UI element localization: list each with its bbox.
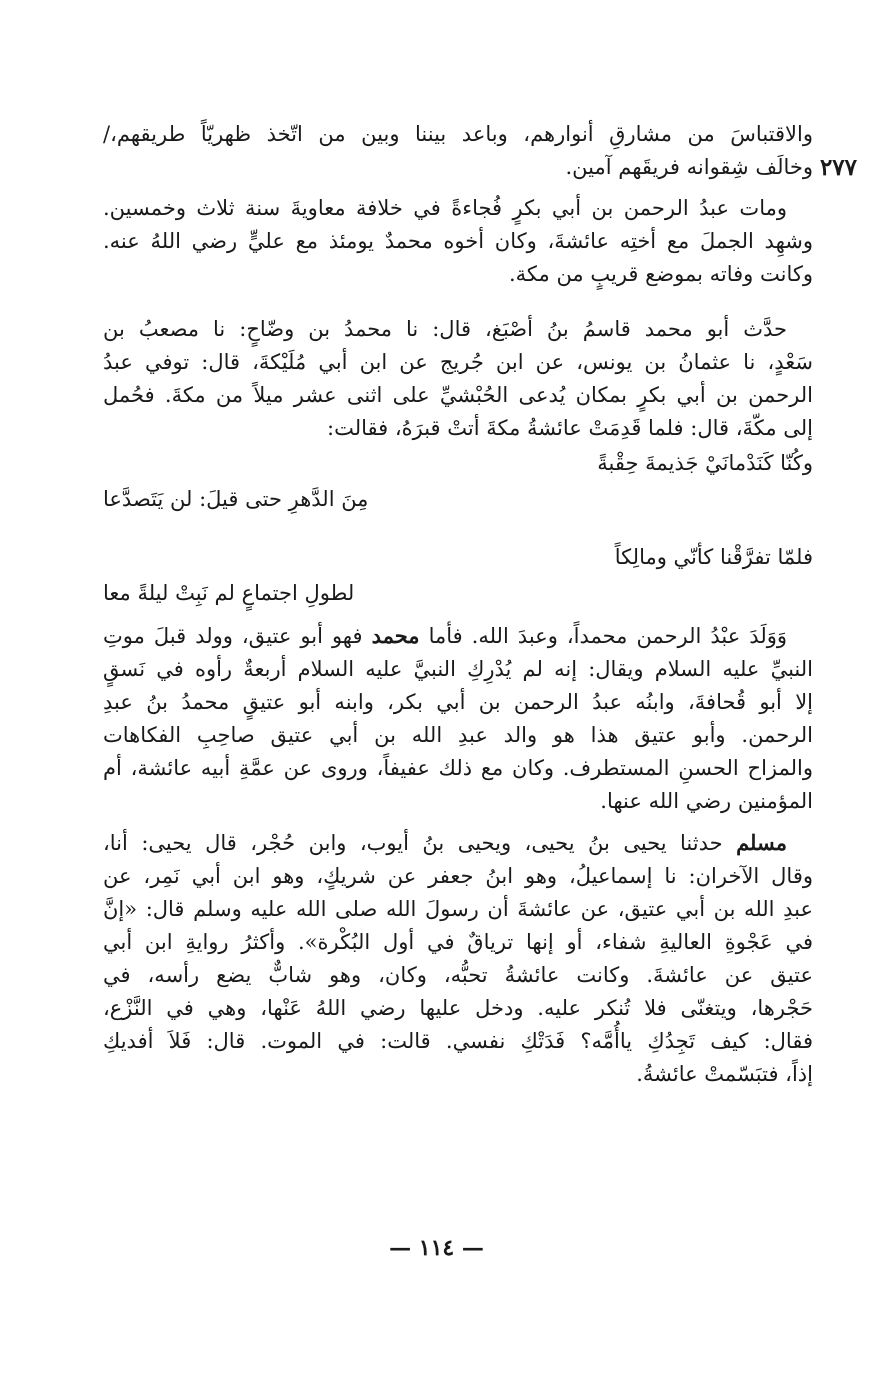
sons-line-4: الرحمن. وأبو عتيق هذا هو والد عبدِ الله بن أبي عتيق صاحِبِ الفكاهات (103, 723, 813, 747)
sons-line-1-b: فهو أبو عتيق، وولد قبلَ موتِ (103, 624, 363, 648)
opening-line-2 (103, 151, 857, 184)
muslim-line-2: وقال الآخران: نا إسماعيلُ، وهو ابنُ جعفر عن شريكٍ، وهو ابن أبي نَمِر، عن (103, 864, 813, 888)
hadith-line-2: سَعْدٍ، نا عثمانُ بن يونس، عن ابن جُريج عن ابن أبي مُلَيْكةَ، قال: توفي عبدُ (103, 350, 813, 374)
page-body (103, 118, 857, 1091)
source-muslim: مسلم (736, 830, 787, 855)
poem (103, 445, 813, 611)
margin-number: ٢٧٧ (819, 154, 857, 181)
muslim-line-1 (103, 826, 813, 860)
sons-line-3: إلا أبو قُحافةَ، وابنُه عبدُ الرحمن بن أبي بكر، وابنه أبو عتيقٍ محمدُ بنُ عبدِ (103, 690, 813, 714)
hadith-line-1: حدَّث أبو محمد قاسمُ بنُ أصْبَغ، قال: نا محمدُ بن وضّاحٍ: نا مصعبُ بن (103, 317, 787, 341)
sons-line-6: المؤمنين رضي الله عنها. (600, 789, 813, 813)
opening-line-2-text: وخالَف شِقوانه فريقَهم آمين. (565, 155, 813, 179)
poem-verse-1-second: مِنَ الدَّهرِ حتى قيلَ: لن يَتَصدَّعا (103, 487, 369, 511)
muslim-line-3: عبدِ الله بن أبي عتيق، عن عائشةَ أن رسولَ الله صلى الله عليه وسلم قال: «إنَّ (103, 897, 813, 921)
death-line-1: ومات عبدُ الرحمن بن أبي بكرٍ فُجاءةً في خلافة معاويةَ سنة ثلاث وخمسين. (103, 196, 787, 220)
poem-verse-1-first: وكُنّا كَنَدْمانَيْ جَذيمةَ حِقْبةً (597, 451, 813, 475)
muslim-line-1-text: حدثنا يحيى بنُ يحيى، ويحيى بنُ أيوب، وابن حُجْر، قال يحيى: أنا، (103, 831, 723, 855)
sons-line-1 (103, 619, 813, 653)
death-line-2: وشهِد الجملَ مع أختِه عائشةَ، وكان أخوه محمدٌ يومئذ مع عليٍّ رضي اللهُ عنه. (103, 229, 813, 253)
poem-verse-2-second: لطولِ اجتماعٍ لم نَبِتْ ليلةً معا (103, 581, 355, 605)
sons-line-5: والمزاح الحسنِ المستطرف. وكان مع ذلك عفيفاً، وروى عن عمَّةِ أبيه عائشة، أم (103, 756, 813, 780)
muslim-line-6: حَجْرها، ويتغنّى فلا تُنكر عليه. ودخل عليها رضي اللهُ عَنْها، وهي في النَّزْع، (103, 996, 813, 1020)
muslim-line-4: في عَجْوةِ العاليةِ شفاء، أو إنها ترياقٌ في أول البُكْرة». وأكثرُ روايةِ ابن أبي (103, 930, 813, 954)
hadith-line-3: الرحمن بن أبي بكرٍ بمكان يُدعى الحُبْشيِّ على اثنى عشر ميلاً من مكةَ. فحُمل (103, 383, 813, 407)
death-line-3: وكانت وفاته بموضع قريبٍ من مكة. (508, 262, 813, 286)
page-number: — ١١٤ — (389, 1235, 484, 1261)
muslim-line-5: عتيق عن عائشةَ. وكانت عائشةُ تحبُّه، وكان، وهو شابٌّ يضع رأسه، في (103, 963, 813, 987)
sons-line-1-a: وَوَلَدَ عبْدُ الرحمن محمداً، وعبدَ الله. فأما (428, 624, 787, 648)
sons-name-muhammad: محمد (371, 623, 420, 648)
hadith-line-4: إلى مكّةَ، قال: فلما قَدِمَتْ عائشةُ مكةَ أتتْ قبرَهُ، فقالت: (327, 416, 813, 440)
muslim-line-7: فقال: كيف تَجِدُكِ ياأُمَّه؟ فَدَتْكِ نفسي. قالت: في الموت. قال: فَلاَ أفديكِ (103, 1029, 813, 1053)
muslim-line-8: إذاً، فتبَسّمتْ عائشةُ. (636, 1062, 813, 1086)
sons-line-2: النبيِّ عليه السلام ويقال: إنه لم يُدْرِكِ النبيَّ عليه السلام أربعةٌ رأوه في نَسقٍ (103, 657, 813, 681)
poem-verse-2-first: فلمّا تفرَّقْنا كأنّي ومالِكاً (614, 545, 813, 569)
opening-line-1: والاقتباسَ من مشارقِ أنوارهم، وباعد بيننا وبين من اتّخذ ظهريّاً طريقهم،/ (103, 122, 813, 146)
